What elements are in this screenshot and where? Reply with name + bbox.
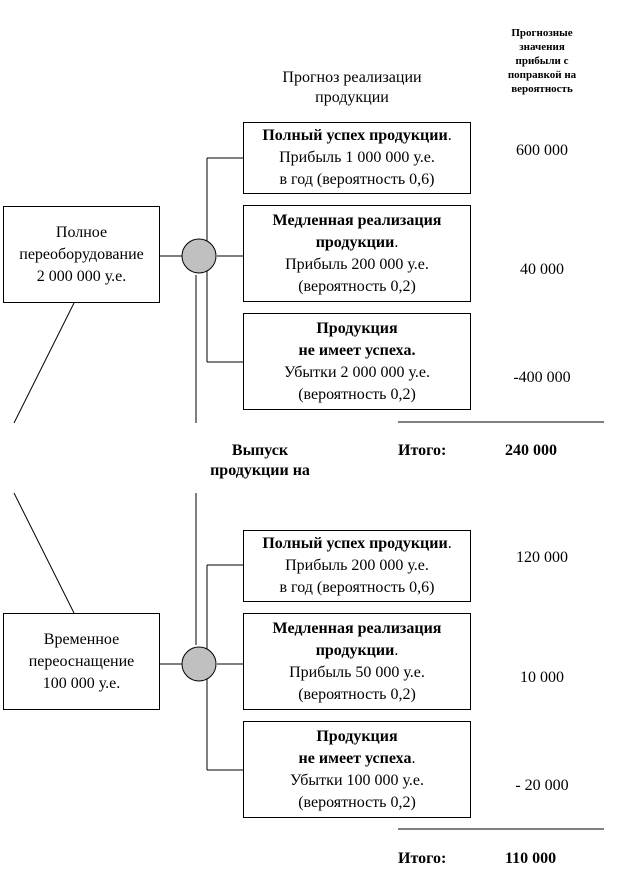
outcome-line [316,232,399,254]
outcome-line: Убытки 100 000 у.е. [289,771,425,789]
connector-line [14,493,74,613]
decision-box [3,206,160,303]
total-value: 240 000 [505,442,557,459]
outcome-line [262,533,451,555]
outcome-box [243,613,471,710]
outcome-line [262,125,451,147]
outcome-line-tail: . [394,641,399,659]
outcome-line: Медленная реализация [272,211,442,229]
chance-node [182,647,216,681]
outcome-line: Прибыль 200 000 у.е. [285,255,429,273]
forecast-title-line: Прогноз реализации [282,69,422,86]
middle-label-line: продукции на [210,462,310,479]
forecast-title-line: продукции [315,89,389,106]
outcome-line-tail: . [411,749,416,767]
decision-line: Временное [43,630,120,648]
decision-line: Полное [55,223,108,241]
expected-value: 40 000 [520,261,564,278]
outcome-line: Прибыль 1 000 000 у.е. [279,149,435,166]
outcome-line-bold: продукции [315,233,395,251]
expected-value: 10 000 [520,669,564,686]
chance-node [182,239,216,273]
outcome-line: Продукция [316,319,398,337]
outcome-line-tail: . [447,127,452,144]
outcome-line [299,748,416,770]
outcome-line: Прибыль 200 000 у.е. [285,557,429,574]
outcome-line [316,640,399,662]
decision-line: переоснащение [28,652,135,670]
outcome-line: Прибыль 50 000 у.е. [289,663,425,681]
expected-value: 600 000 [516,142,568,159]
profit-header-line: поправкой на [507,69,577,81]
outcome-line: в год (вероятность 0,6) [279,579,435,596]
outcome-line: Продукция [316,727,398,745]
expected-value: - 20 000 [515,777,569,794]
outcome-box [243,721,471,818]
outcome-line-bold: продукции [315,641,395,659]
outcome-line-bold: Полный успех продукции [262,535,448,552]
middle-label-line: Выпуск [231,442,289,459]
outcome-line: (вероятность 0,2) [298,685,416,703]
profit-header-line: вероятность [511,83,573,95]
connector-line [14,303,74,423]
outcome-line: не имеет успеха. [298,341,416,359]
decision-line: переоборудование [19,245,144,263]
outcome-line: в год (вероятность 0,6) [279,171,435,188]
total-label: Итого: [398,850,447,867]
outcome-line: (вероятность 0,2) [298,385,416,403]
outcome-line: (вероятность 0,2) [298,793,416,811]
forecast-title [252,68,452,108]
outcome-box [243,313,471,410]
expected-value: -400 000 [513,369,571,386]
decision-line: 100 000 у.е. [42,674,121,692]
profit-header-line: прибыли с [515,55,569,67]
middle-label [190,441,330,481]
outcome-line: (вероятность 0,2) [298,277,416,295]
decision-line: 2 000 000 у.е. [36,267,127,285]
outcome-box [243,530,471,602]
outcome-line: Убытки 2 000 000 у.е. [283,363,431,381]
outcome-line-tail: . [447,535,452,552]
profit-header [487,26,597,96]
outcome-box [243,122,471,194]
outcome-line-bold: Полный успех продукции [262,127,448,144]
total-value: 110 000 [505,850,557,867]
outcome-line: Медленная реализация [272,619,442,637]
outcome-line-tail: . [394,233,399,251]
outcome-box [243,205,471,302]
total-label: Итого: [398,442,447,459]
outcome-line-bold: не имеет успеха [298,749,412,767]
profit-header-line: значения [519,41,565,53]
profit-header-line: Прогнозные [511,27,573,39]
decision-box [3,613,160,710]
expected-value: 120 000 [516,549,568,566]
